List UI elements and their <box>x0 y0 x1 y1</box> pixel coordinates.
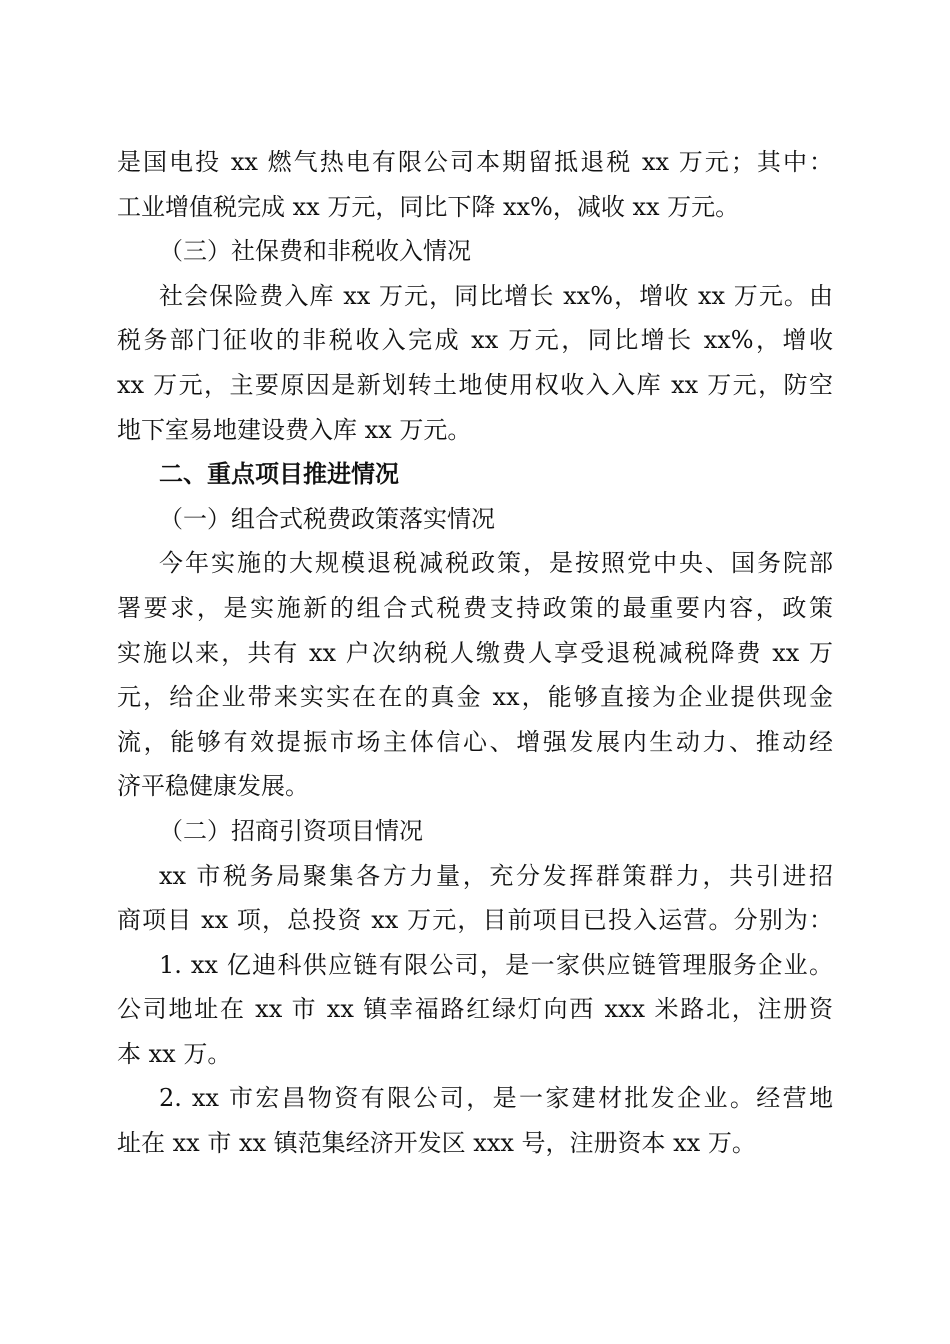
text-line: xx 万元，主要原因是新划转土地使用权收入入库 xx 万元，防空 <box>117 370 833 399</box>
text-line: 工业增值税完成 xx 万元，同比下降 xx%，减收 xx 万元。 <box>117 192 740 221</box>
paragraph-tax-policy <box>117 541 833 809</box>
paragraph-social-insurance <box>117 274 833 452</box>
text-line: 社会保险费入库 xx 万元，同比增长 xx%，增收 xx 万元。由 <box>159 281 833 310</box>
text-line: 署要求，是实施新的组合式税费支持政策的最重要内容，政策 <box>117 593 833 622</box>
text-line: 址在 xx 市 xx 镇范集经济开发区 xxx 号，注册资本 xx 万。 <box>117 1129 756 1158</box>
text-line: 1. xx 亿迪科供应链有限公司，是一家供应链管理服务企业。 <box>159 950 833 979</box>
section-title-key-projects: 二、重点项目推进情况 <box>159 460 399 489</box>
heading-social-insurance: （三）社保费和非税收入情况 <box>159 237 471 266</box>
text-line: xx 市税务局聚集各方力量，充分发挥群策群力，共引进招 <box>159 861 833 890</box>
text-line: 税务部门征收的非税收入完成 xx 万元，同比增长 xx%，增收 <box>117 326 833 355</box>
list-item-company-2 <box>117 1076 833 1165</box>
text-line: 商项目 xx 项，总投资 xx 万元，目前项目已投入运营。分别为： <box>117 906 833 935</box>
text-line: 济平稳健康发展。 <box>117 772 309 801</box>
text-line: 本 xx 万。 <box>117 1039 232 1068</box>
document-body <box>117 140 833 1166</box>
text-line: 今年实施的大规模退税减税政策，是按照党中央、国务院部 <box>159 549 833 578</box>
text-line: 2. xx 市宏昌物资有限公司，是一家建材批发企业。经营地 <box>159 1084 833 1113</box>
text-line: 地下室易地建设费入库 xx 万元。 <box>117 415 472 444</box>
text-line: 实施以来，共有 xx 户次纳税人缴费人享受退税减税降费 xx 万 <box>117 638 833 667</box>
paragraph-tax-refund <box>117 140 833 229</box>
list-item-company-1 <box>117 943 833 1077</box>
paragraph-investment <box>117 854 833 943</box>
heading-tax-policy: （一）组合式税费政策落实情况 <box>159 504 495 533</box>
text-line: 是国电投 xx 燃气热电有限公司本期留抵退税 xx 万元；其中： <box>117 148 833 176</box>
text-line: 元，给企业带来实实在在的真金 xx，能够直接为企业提供现金 <box>117 683 833 712</box>
heading-investment-projects: （二）招商引资项目情况 <box>159 816 423 845</box>
text-line: 公司地址在 xx 市 xx 镇幸福路红绿灯向西 xxx 米路北，注册资 <box>117 995 833 1024</box>
text-line: 流，能够有效提振市场主体信心、增强发展内生动力、推动经 <box>117 727 833 756</box>
